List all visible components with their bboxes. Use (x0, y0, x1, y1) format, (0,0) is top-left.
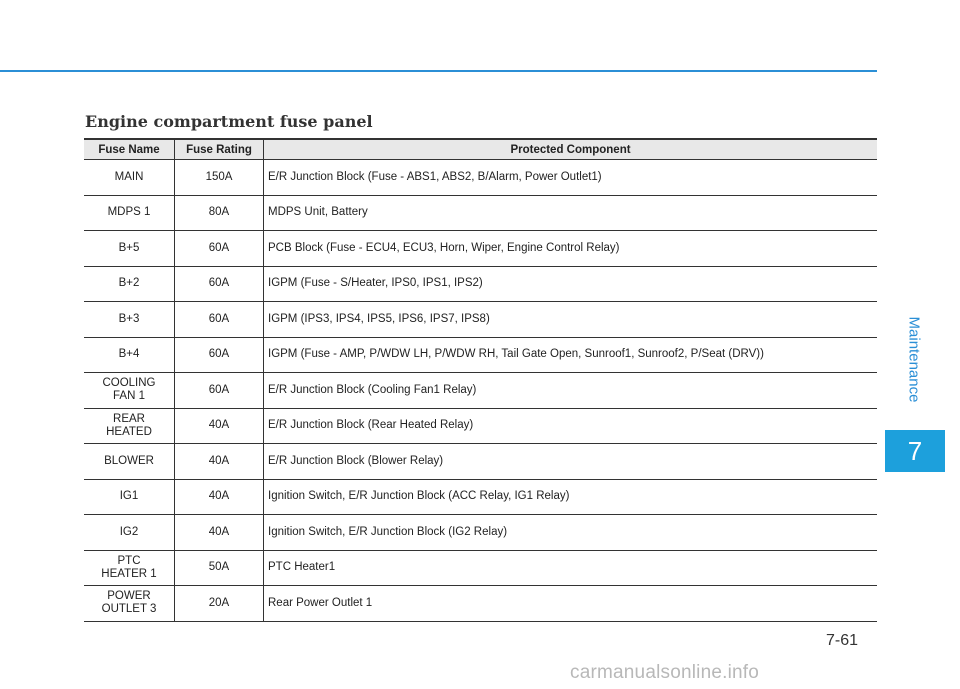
fuse-name-cell: PTC HEATER 1 (84, 550, 175, 586)
chapter-number-badge: 7 (885, 430, 945, 472)
table-row (84, 408, 877, 444)
side-tab-label: Maintenance (905, 316, 923, 402)
fuse-rating-cell: 150A (175, 160, 264, 196)
fuse-table-body (84, 160, 877, 622)
table-row (84, 231, 877, 267)
protected-component-cell: Ignition Switch, E/R Junction Block (ACC Relay, IG1 Relay) (264, 479, 878, 515)
fuse-name-cell: B+5 (84, 231, 175, 267)
protected-component-cell: MDPS Unit, Battery (264, 195, 878, 231)
table-row (84, 444, 877, 480)
header-fuse-name: Fuse Name (84, 139, 175, 160)
protected-component-cell: E/R Junction Block (Cooling Fan1 Relay) (264, 373, 878, 409)
protected-component-cell: E/R Junction Block (Fuse - ABS1, ABS2, B/Alarm, Power Outlet1) (264, 160, 878, 196)
fuse-name-cell: IG1 (84, 479, 175, 515)
fuse-name-cell: COOLING FAN 1 (84, 373, 175, 409)
fuse-name-cell: B+4 (84, 337, 175, 373)
table-row (84, 266, 877, 302)
page-number: 7-61 (826, 632, 859, 649)
watermark: carmanualsonline.info (570, 662, 760, 683)
fuse-rating-cell: 80A (175, 195, 264, 231)
table-row (84, 515, 877, 551)
fuse-rating-cell: 60A (175, 266, 264, 302)
fuse-rating-cell: 40A (175, 515, 264, 551)
table-header-row (84, 139, 877, 160)
fuse-rating-cell: 60A (175, 373, 264, 409)
table-row (84, 195, 877, 231)
protected-component-cell: IGPM (Fuse - AMP, P/WDW LH, P/WDW RH, Tail Gate Open, Sunroof1, Sunroof2, P/Seat (DRV)) (264, 337, 878, 373)
protected-component-cell: E/R Junction Block (Blower Relay) (264, 444, 878, 480)
table-row (84, 479, 877, 515)
protected-component-cell: PCB Block (Fuse - ECU4, ECU3, Horn, Wiper, Engine Control Relay) (264, 231, 878, 267)
header-fuse-rating: Fuse Rating (175, 139, 264, 160)
fuse-rating-cell: 50A (175, 550, 264, 586)
fuse-name-cell: BLOWER (84, 444, 175, 480)
fuse-name-cell: MDPS 1 (84, 195, 175, 231)
table-row (84, 586, 877, 622)
protected-component-cell: IGPM (Fuse - S/Heater, IPS0, IPS1, IPS2) (264, 266, 878, 302)
fuse-rating-cell: 60A (175, 302, 264, 338)
fuse-rating-cell: 60A (175, 231, 264, 267)
table-row (84, 160, 877, 196)
fuse-rating-cell: 40A (175, 444, 264, 480)
table-row (84, 373, 877, 409)
fuse-rating-cell: 20A (175, 586, 264, 622)
side-tab (891, 292, 937, 426)
protected-component-cell: E/R Junction Block (Rear Heated Relay) (264, 408, 878, 444)
fuse-rating-cell: 60A (175, 337, 264, 373)
table-row (84, 337, 877, 373)
fuse-rating-cell: 40A (175, 408, 264, 444)
top-rule (0, 70, 877, 72)
fuse-name-cell: IG2 (84, 515, 175, 551)
section-title: Engine compartment fuse panel (85, 112, 373, 131)
fuse-table (84, 138, 877, 622)
header-protected-component: Protected Component (264, 139, 878, 160)
fuse-name-cell: POWER OUTLET 3 (84, 586, 175, 622)
fuse-name-cell: B+2 (84, 266, 175, 302)
table-row (84, 302, 877, 338)
protected-component-cell: PTC Heater1 (264, 550, 878, 586)
protected-component-cell: Rear Power Outlet 1 (264, 586, 878, 622)
protected-component-cell: IGPM (IPS3, IPS4, IPS5, IPS6, IPS7, IPS8) (264, 302, 878, 338)
fuse-name-cell: B+3 (84, 302, 175, 338)
fuse-name-cell: REAR HEATED (84, 408, 175, 444)
protected-component-cell: Ignition Switch, E/R Junction Block (IG2 Relay) (264, 515, 878, 551)
fuse-name-cell: MAIN (84, 160, 175, 196)
table-row (84, 550, 877, 586)
fuse-rating-cell: 40A (175, 479, 264, 515)
